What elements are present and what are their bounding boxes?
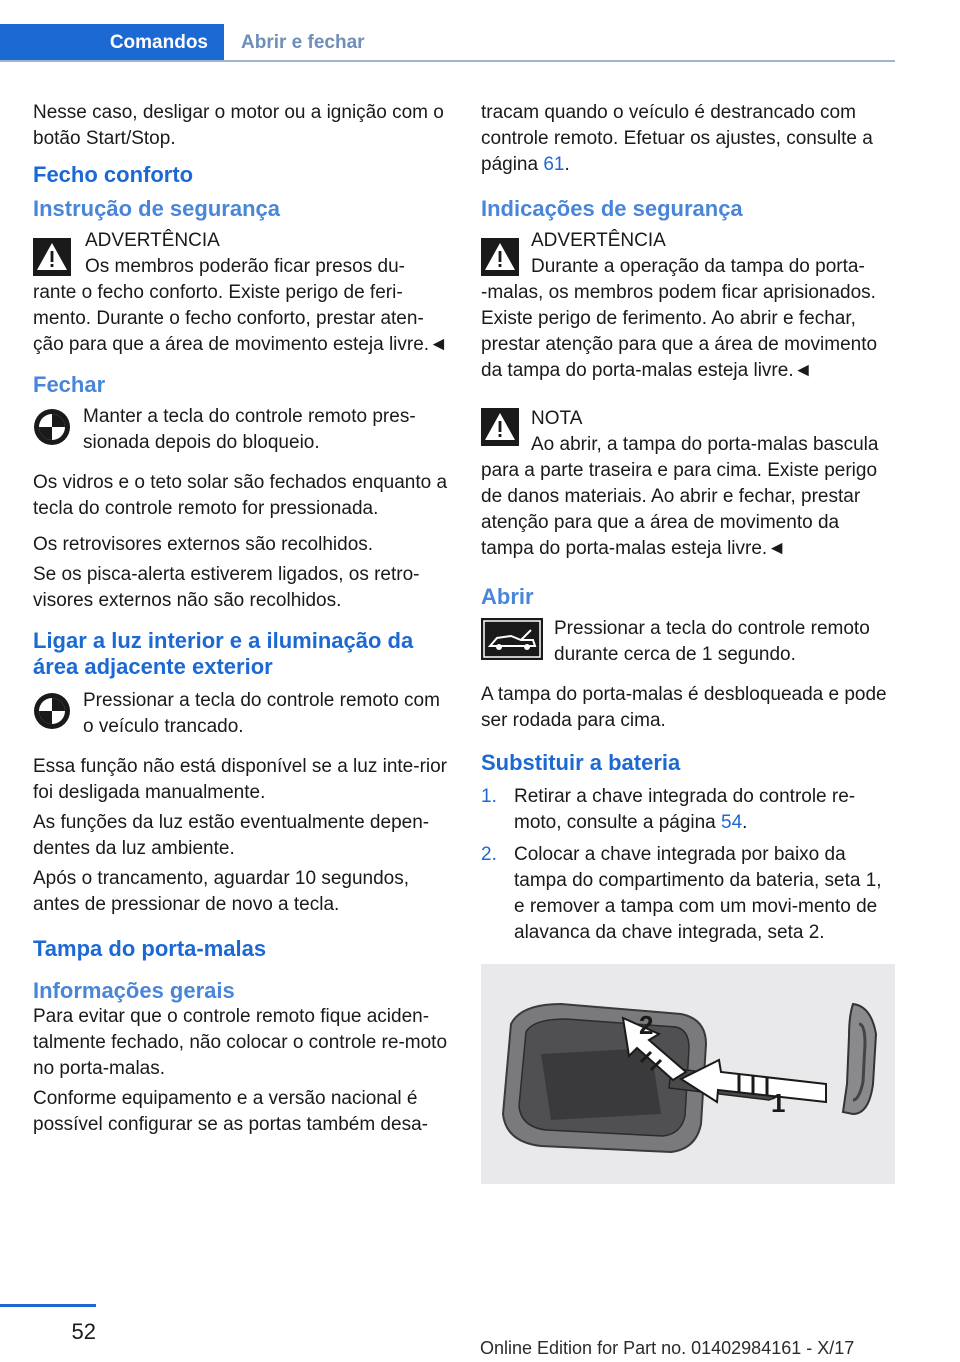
step-number: 1. xyxy=(481,786,497,807)
left-column xyxy=(33,100,448,1148)
list-item xyxy=(481,842,896,946)
remote-key-illustration xyxy=(481,964,895,1184)
header-divider xyxy=(0,60,895,62)
continuacao-text: tracam quando o veículo é destrancado com controle remoto. Efetuar os ajustes, consulte a página xyxy=(481,102,873,175)
arrow-2-label: 2 xyxy=(639,1010,654,1040)
step-text: Colocar a chave integrada por baixo da tampa do compartimento da bateria, seta 1, e remover a tampa com um movi-mento de alavanca da chave integrada, seta 2. xyxy=(514,844,882,943)
abrir-text: Pressionar a tecla do controle remoto durante cerca de 1 segundo. xyxy=(554,618,870,665)
warning-block xyxy=(33,228,448,358)
note-block xyxy=(481,406,896,562)
fechar-text: Manter a tecla do controle remoto pres-sionada depois do bloqueio. xyxy=(83,406,416,453)
intro-paragraph: Nesse caso, desligar o motor ou a ignição com o botão Start/Stop. xyxy=(33,102,444,149)
warning-title: ADVERTÊNCIA xyxy=(531,230,666,251)
heading-fechar: Fechar xyxy=(33,372,106,397)
continuacao-end: . xyxy=(564,154,570,175)
heading-fecho-conforto: Fecho conforto xyxy=(33,162,194,187)
paragraph-continuacao xyxy=(481,100,896,178)
heading-indicacoes-seguranca: Indicações de segurança xyxy=(481,196,743,221)
warning-text xyxy=(33,256,448,355)
tab-comandos[interactable]: Comandos xyxy=(0,24,224,62)
heading-instrucao-seguranca: Instrução de segurança xyxy=(33,196,280,221)
arrow-1-label: 1 xyxy=(771,1088,786,1118)
page-link-54[interactable]: 54 xyxy=(721,812,743,833)
note-title: NOTA xyxy=(531,408,583,429)
right-column xyxy=(481,100,896,1184)
list-item xyxy=(481,784,896,836)
warning-line-1: Durante a operação da tampa do porta- xyxy=(531,256,865,277)
trunk-open-icon xyxy=(481,618,543,660)
paragraph-tampa-desbloqueada: A tampa do porta-malas é desbloqueada e pode ser rodada para cima. xyxy=(481,684,887,731)
page-header xyxy=(0,0,960,62)
luz-text: Pressionar a tecla do controle remoto com o veículo trancado. xyxy=(83,690,440,737)
page-link-61[interactable]: 61 xyxy=(543,154,565,175)
warning-text-content: Os membros poderão ficar presos du-rante o fecho conforto. Existe perigo de feri-mento. Durante o fecho conforto, prestar aten-ção para que a área de movimento esteja livre.◄ xyxy=(33,256,448,355)
bmw-logo-icon xyxy=(33,408,71,446)
paragraph-vidros: Os vidros e o teto solar são fechados enquanto a tecla do controle remoto for pressionada. xyxy=(33,472,448,519)
warning-triangle-icon xyxy=(481,408,519,446)
abrir-instruction xyxy=(481,616,896,668)
paragraph-pisca-alerta: Se os pisca-alerta estiverem ligados, os retro-visores externos não são recolhidos. xyxy=(33,564,420,611)
step-number: 2. xyxy=(481,844,497,865)
fechar-instruction xyxy=(33,404,448,456)
paragraph-funcao: Essa função não está disponível se a luz inte-rior foi desligada manualmente. xyxy=(33,756,448,803)
heading-ligar-luz: Ligar a luz interior e a iluminação da área adjacente exterior xyxy=(33,628,414,679)
warning-block-porta-malas xyxy=(481,228,896,384)
warning-text-rest: -malas, os membros podem ficar aprisionados. Existe perigo de ferimento. Ao abrir e fechar, prestar atenção para que a área de movimento da tampa do porta-malas esteja livre.◄ xyxy=(481,282,878,381)
step-text: Retirar a chave integrada do controle re-moto, consulte a página xyxy=(514,786,856,833)
paragraph-apos-trancamento: Após o trancamento, aguardar 10 segundos, antes de pressionar de novo a tecla. xyxy=(33,868,410,915)
edition-footer: Online Edition for Part no. 01402984161 - X/17 xyxy=(480,1338,855,1358)
heading-tampa-porta-malas: Tampa do porta-malas xyxy=(33,936,267,961)
bmw-logo-icon xyxy=(33,692,71,730)
note-line-1: Ao abrir, a tampa do porta-malas bascula xyxy=(531,434,879,455)
warning-triangle-icon xyxy=(481,238,519,276)
paragraph-retrovisores: Os retrovisores externos são recolhidos. xyxy=(33,534,374,555)
warning-title: ADVERTÊNCIA xyxy=(85,230,220,251)
heading-informacoes-gerais: Informações gerais xyxy=(33,978,235,1003)
tab-abrir-e-fechar[interactable]: Abrir e fechar xyxy=(224,24,895,59)
steps-list xyxy=(481,784,896,946)
page-number: 52 xyxy=(71,1319,96,1344)
paragraph-conforme: Conforme equipamento e a versão nacional é possível configurar se as portas também desa- xyxy=(33,1088,428,1135)
heading-abrir: Abrir xyxy=(481,584,534,609)
warning-triangle-icon xyxy=(33,238,71,276)
heading-substituir-bateria: Substituir a bateria xyxy=(481,750,681,775)
paragraph-funcoes-luz: As funções da luz estão eventualmente depen-dentes da luz ambiente. xyxy=(33,812,430,859)
luz-instruction xyxy=(33,688,448,740)
footer-divider xyxy=(0,1304,96,1307)
key-battery-image xyxy=(481,964,895,1184)
note-text-rest: para a parte traseira e para cima. Existe perigo de danos materiais. Ao abrir e fechar, prestar atenção para que a área de movimento da tampa do porta-malas esteja livre.◄ xyxy=(481,460,878,559)
paragraph-evitar: Para evitar que o controle remoto fique aciden-talmente fechado, não colocar o controle re-moto no porta-malas. xyxy=(33,1006,448,1079)
step-text-end: . xyxy=(742,812,748,833)
